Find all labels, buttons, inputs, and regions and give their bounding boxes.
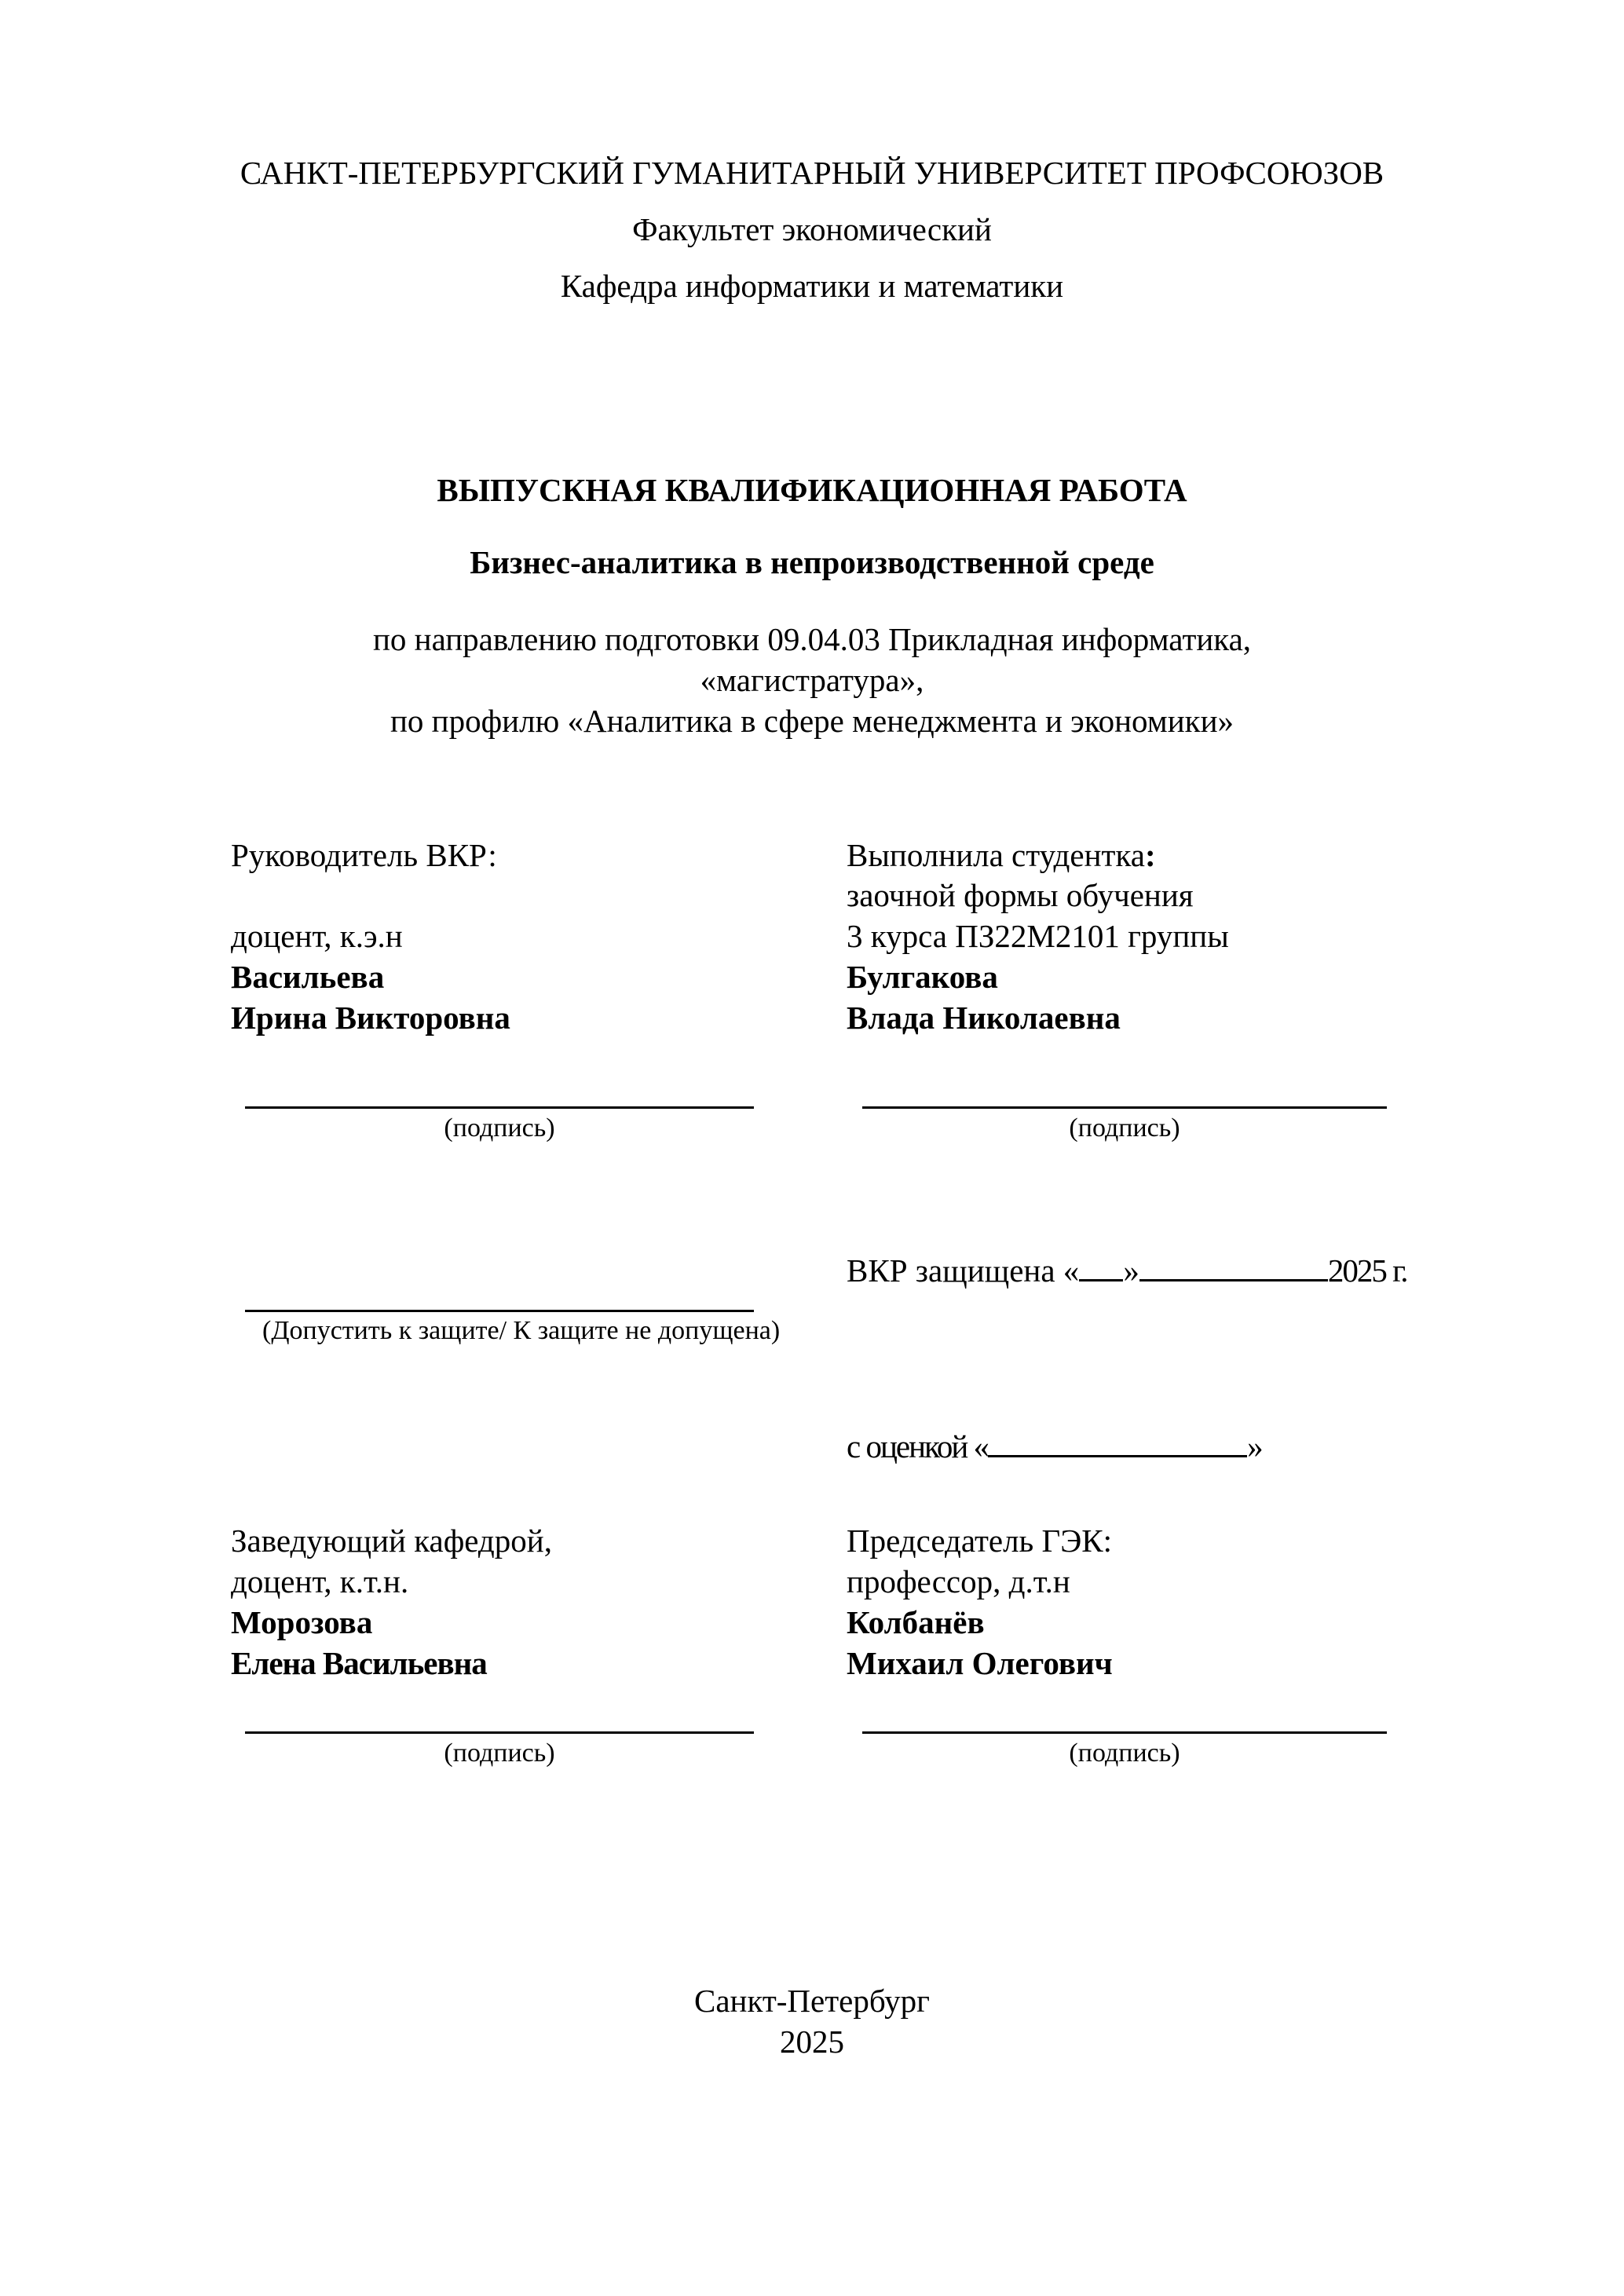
head-degree: доцент, к.т.н. xyxy=(231,1563,409,1600)
chairman-signature-caption: (подпись) xyxy=(1069,1738,1180,1768)
admission-line xyxy=(245,1310,754,1312)
document-type-title: ВЫПУСКНАЯ КВАЛИФИКАЦИОННАЯ РАБОТА xyxy=(437,472,1187,508)
supervisor-given-names: Ирина Викторовна xyxy=(231,1000,510,1036)
grade-prefix: с оценкой « xyxy=(847,1428,989,1464)
student-role-text: Выполнила студентка xyxy=(847,837,1145,873)
student-role-colon: : xyxy=(1144,837,1156,873)
supervisor-signature-caption: (подпись) xyxy=(444,1113,555,1143)
defense-date-line xyxy=(847,1252,1407,1289)
admission-caption: (Допустить к защите/ К защите не допущена) xyxy=(262,1316,781,1345)
chairman-signature-line xyxy=(862,1731,1387,1734)
defense-date-mid: » xyxy=(1123,1252,1139,1289)
direction-line-1: по направлению подготовки 09.04.03 Прикладная информатика, xyxy=(372,621,1252,657)
chairman-surname: Колбанёв xyxy=(847,1604,985,1640)
student-given-names: Влада Николаевна xyxy=(847,1000,1121,1036)
supervisor-surname: Васильева xyxy=(231,959,385,995)
head-signature-caption: (подпись) xyxy=(444,1738,555,1768)
grade-line xyxy=(847,1428,1262,1465)
thesis-topic: Бизнес-аналитика в непроизводственной среде xyxy=(470,544,1154,580)
footer-city: Санкт-Петербург xyxy=(694,1983,930,2019)
supervisor-degree: доцент, к.э.н xyxy=(231,918,403,954)
head-given-names: Елена Васильевна xyxy=(231,1645,487,1681)
defense-month-blank xyxy=(1139,1256,1328,1281)
student-role xyxy=(847,836,1156,874)
footer-year: 2025 xyxy=(780,2024,844,2060)
department-name: Кафедра информатики и математики xyxy=(560,268,1064,304)
student-surname: Булгакова xyxy=(847,959,998,995)
chairman-role: Председатель ГЭК: xyxy=(847,1523,1113,1559)
direction-line-3: по профилю «Аналитика в сфере менеджмента и экономики» xyxy=(390,703,1234,739)
head-signature-line xyxy=(245,1731,754,1734)
student-signature-caption: (подпись) xyxy=(1069,1113,1180,1143)
student-signature-line xyxy=(862,1106,1387,1109)
head-surname: Морозова xyxy=(231,1604,373,1640)
direction-line-2: «магистратура», xyxy=(700,662,924,698)
defense-year: 2025 г. xyxy=(1327,1252,1407,1289)
grade-suffix: » xyxy=(1247,1428,1262,1464)
chairman-given-names: Михаил Олегович xyxy=(847,1645,1113,1681)
grade-blank xyxy=(988,1431,1247,1457)
head-role: Заведующий кафедрой, xyxy=(231,1523,552,1559)
chairman-degree: профессор, д.т.н xyxy=(847,1563,1070,1600)
student-study-form: заочной формы обучения xyxy=(847,877,1194,913)
faculty-name: Факультет экономический xyxy=(632,211,992,247)
defense-day-blank xyxy=(1079,1256,1123,1281)
university-name: САНКТ-ПЕТЕРБУРГСКИЙ ГУМАНИТАРНЫЙ УНИВЕРСИТЕТ ПРОФСОЮЗОВ xyxy=(240,155,1384,191)
defense-date-prefix: ВКР защищена « xyxy=(847,1252,1080,1289)
supervisor-signature-line xyxy=(245,1106,754,1109)
student-group: 3 курса ПЗ22М2101 группы xyxy=(847,918,1229,954)
supervisor-role: Руководитель ВКР: xyxy=(231,837,497,873)
